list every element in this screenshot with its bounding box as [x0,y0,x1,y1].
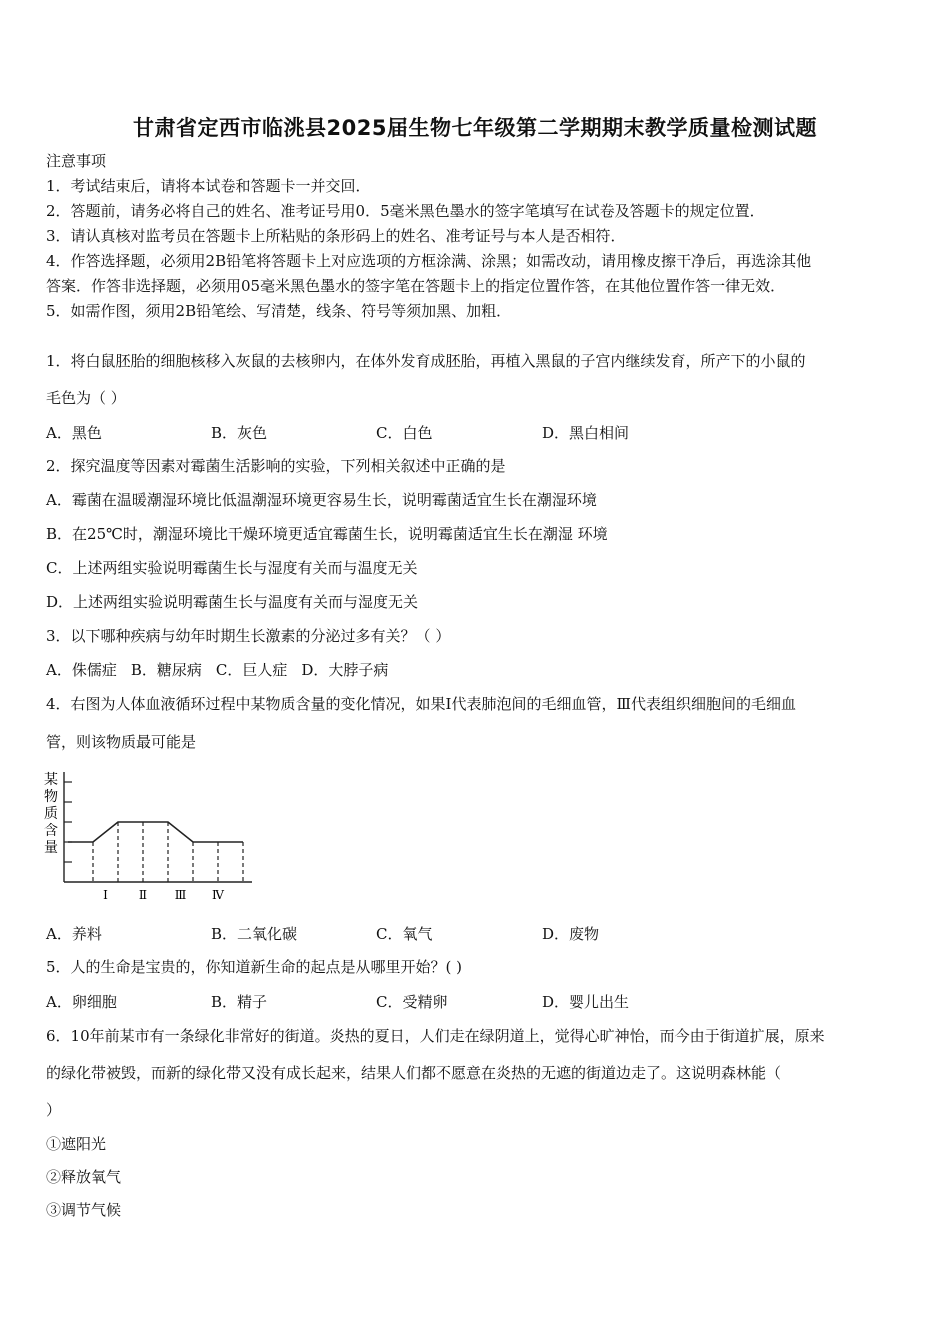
option-b: B．灰色 [211,424,268,442]
notice-item: 2．答题前，请务必将自己的姓名、准考证号用0．5毫米黑色墨水的签字笔填写在试卷及答题卡的规定位置． [46,202,765,220]
option-d: D．废物 [542,925,600,943]
question-3-stem: 3．以下哪种疾病与幼年时期生长激素的分泌过多有关？（ ） [46,627,451,645]
question-4-options [46,923,906,945]
x-tick-label: Ⅱ [138,888,148,902]
notice-heading: 注意事项 [46,152,107,170]
option-a: A．侏儒症 [46,661,117,679]
chart-series-line [68,822,243,842]
substance-level-chart [40,768,260,908]
option-c: C．氧气 [376,925,433,943]
notice-item: 1．考试结束后，请将本试卷和答题卡一并交回． [46,177,371,195]
question-5-options [46,991,906,1013]
notice-item: 答案．作答非选择题，必须用05毫米黑色墨水的签字笔在答题卡上的指定位置作答，在其他位置作答一律无效． [46,277,786,295]
option-d: D．婴儿出生 [542,993,630,1011]
option-a: A．霉菌在温暖潮湿环境比低温潮湿环境更容易生长，说明霉菌适宜生长在潮湿环境 [46,491,597,509]
chart-ylabel-char: 质 [44,806,58,822]
question-4-stem: 4．右图为人体血液循环过程中某物质含量的变化情况，如果Ⅰ代表肺泡间的毛细血管，Ⅲ代表组织细胞间的毛细血 [46,695,796,713]
option-b: B．糖尿病 [130,661,202,679]
question-1-options [46,422,906,444]
question-6-stem: 6．10年前某市有一条绿化非常好的街道。炎热的夏日，人们走在绿阴道上，觉得心旷神怡，而今由于街道扩展，原来 [46,1027,825,1045]
option-c: C．巨人症 [215,661,288,679]
x-tick-label: Ⅰ [103,888,108,902]
question-6-stem-cont: 的绿化带被毁，而新的绿化带又没有成长起来，结果人们都不愿意在炎热的无遮的街道边走了。这说明森林能（ [46,1064,782,1082]
option-a: A．黑色 [46,424,102,442]
chart-ylabel-char: 含 [44,823,58,839]
question-2-stem: 2．探究温度等因素对霉菌生活影响的实验，下列相关叙述中正确的是 [46,457,506,475]
notice-item: 3．请认真核对监考员在答题卡上所粘贴的条形码上的姓名、准考证号与本人是否相符． [46,227,626,245]
notice-item: 5．如需作图，须用2B铅笔绘、写清楚，线条、符号等须加黑、加粗． [46,302,512,320]
question-6-stem-end: ） [46,1101,62,1119]
question-1-stem: 1．将白鼠胚胎的细胞核移入灰鼠的去核卵内，在体外发育成胚胎，再植入黑鼠的子宫内继续发育，所产下的小鼠的 [46,352,806,370]
statement-item: ③调节气候 [46,1201,122,1219]
chart-ylabel [44,771,58,856]
chart-ylabel-char: 量 [44,840,58,856]
chart-ylabel-char: 物 [44,789,58,805]
option-a: A．卵细胞 [46,993,117,1011]
option-d: D．黑白相间 [542,424,630,442]
chart-ylabel-char: 某 [44,772,58,788]
notice-item: 4．作答选择题，必须用2B铅笔将答题卡上对应选项的方框涂满、涂黑；如需改动，请用橡皮擦干净后，再选涂其他 [46,252,812,270]
statement-item: ①遮阳光 [46,1135,107,1153]
x-tick-label: Ⅲ [174,888,187,902]
question-1-stem-cont: 毛色为（ ） [46,389,126,407]
question-5-stem: 5．人的生命是宝贵的，你知道新生命的起点是从哪里开始？( ) [46,958,463,976]
x-tick-label: Ⅳ [212,888,224,902]
option-b: B．在25℃时，潮湿环境比干燥环境更适宜霉菌生长，说明霉菌适宜生长在潮湿 环境 [46,525,608,543]
page-title: 甘肃省定西市临洮县2025届生物七年级第二学期期末教学质量检测试题 [133,116,817,140]
option-b: B．二氧化碳 [211,925,298,943]
question-3-options [46,660,916,680]
option-d: D．上述两组实验说明霉菌生长与温度有关而与湿度无关 [46,593,419,611]
option-c: C．白色 [376,424,433,442]
option-b: B．精子 [211,993,268,1011]
option-c: C．上述两组实验说明霉菌生长与湿度有关而与温度无关 [46,559,418,577]
question-4-stem-cont: 管，则该物质最可能是 [46,733,197,751]
option-d: D．大脖子病 [301,661,389,679]
option-c: C．受精卵 [376,993,448,1011]
statement-item: ②释放氧气 [46,1168,122,1186]
option-a: A．养料 [46,925,102,943]
